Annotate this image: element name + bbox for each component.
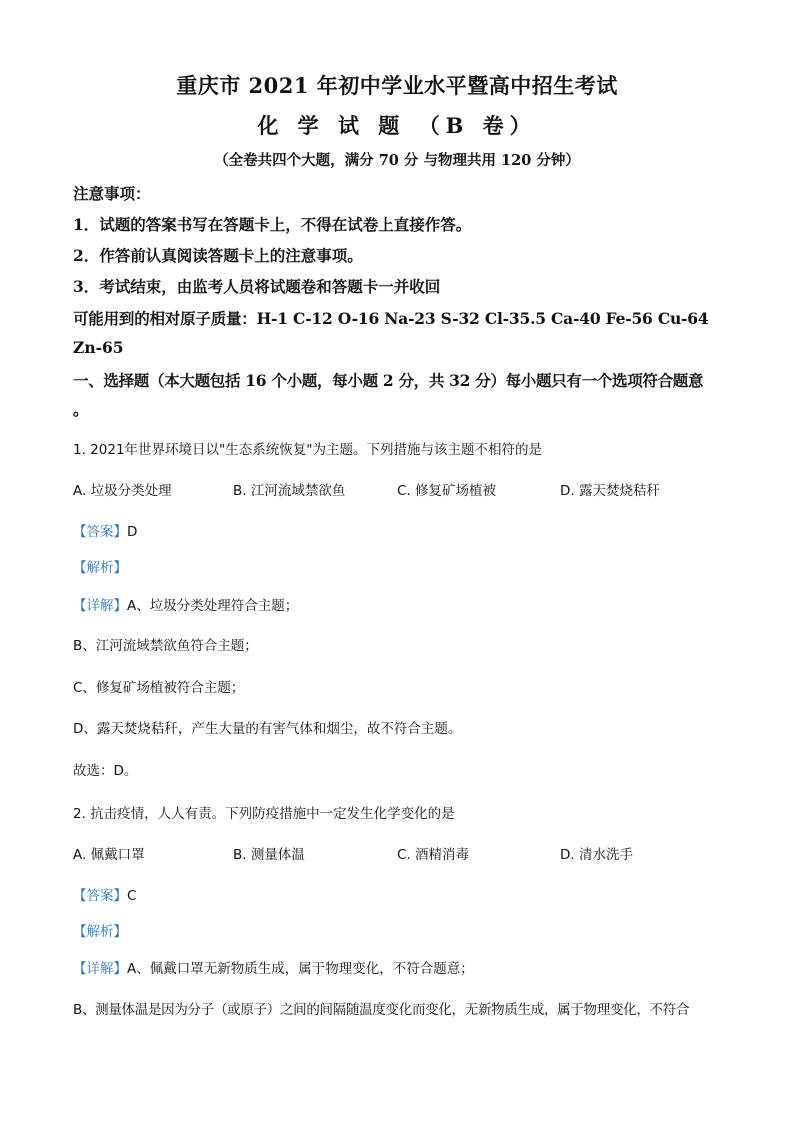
question-1-stem: 1. 2021年世界环境日以"生态系统恢复"为主题。下列措施与该主题不相符的是 (73, 442, 542, 458)
question-2-stem: 2. 抗击疫情，人人有责。下列防疫措施中一定发生化学变化的是 (73, 806, 455, 822)
answer-tag: 【答案】 (73, 888, 127, 904)
q1-detail-line: B、江河流域禁欲鱼符合主题； (73, 638, 258, 654)
q1-answer (73, 520, 137, 540)
section-heading-cont: 。 (73, 400, 89, 419)
exam-subject-title: 化 学 试 题 （B 卷） (257, 113, 537, 138)
q1-conclusion: 故选：D。 (73, 763, 138, 779)
q2-answer (73, 884, 136, 904)
q2-detail (73, 957, 474, 977)
q2-option-d: D. 清水洗手 (560, 847, 633, 863)
q2-analysis-tag: 【解析】 (73, 924, 127, 940)
atomic-mass-line: 可能用到的相对原子质量：H-1 C-12 O-16 Na-23 S-32 Cl-35.5 Ca-40 Fe-56 Cu-64 (73, 309, 709, 328)
q2-option-b: B. 测量体温 (233, 847, 305, 863)
detail-tag: 【详解】 (73, 961, 127, 977)
answer-value: C (127, 888, 137, 904)
answer-tag: 【答案】 (73, 524, 127, 540)
q1-detail-line: D、露天焚烧秸秆，产生大量的有害气体和烟尘，故不符合主题。 (73, 721, 462, 737)
q2-option-a: A. 佩戴口罩 (73, 847, 145, 863)
q1-detail (73, 594, 298, 614)
q1-analysis-tag: 【解析】 (73, 560, 127, 576)
atomic-mass-line-cont: Zn-65 (73, 338, 124, 357)
exam-note: （全卷共四个大题，满分 70 分 与物理共用 120 分钟） (214, 152, 580, 169)
section-heading: 一、选择题（本大题包括 16 个小题，每小题 2 分，共 32 分）每小题只有一个选项符合题意 (73, 371, 704, 390)
notice-heading: 注意事项： (73, 184, 151, 203)
answer-value: D (127, 524, 138, 540)
q2-detail-line: B、测量体温是因为分子（或原子）之间的间隔随温度变化而变化，无新物质生成，属于物理变化，不符合 (73, 1002, 690, 1018)
exam-title: 重庆市 2021 年初中学业水平暨高中招生考试 (176, 73, 618, 98)
q1-option-d: D. 露天焚烧秸秆 (560, 483, 660, 499)
detail-tag: 【详解】 (73, 598, 127, 614)
q2-option-c: C. 酒精消毒 (397, 847, 470, 863)
notice-item-3: 3．考试结束，由监考人员将试题卷和答题卡一并收回 (73, 277, 441, 296)
notice-item-1: 1．试题的答案书写在答题卡上，不得在试卷上直接作答。 (73, 215, 472, 234)
detail-text: A、佩戴口罩无新物质生成，属于物理变化，不符合题意； (127, 961, 474, 977)
q1-detail-line: C、修复矿场植被符合主题； (73, 680, 245, 696)
q1-option-a: A. 垃圾分类处理 (73, 483, 172, 499)
detail-text: A、垃圾分类处理符合主题； (127, 598, 299, 614)
notice-item-2: 2．作答前认真阅读答题卡上的注意事项。 (73, 246, 363, 265)
q1-option-b: B. 江河流域禁欲鱼 (233, 483, 346, 499)
q1-option-c: C. 修复矿场植被 (397, 483, 497, 499)
